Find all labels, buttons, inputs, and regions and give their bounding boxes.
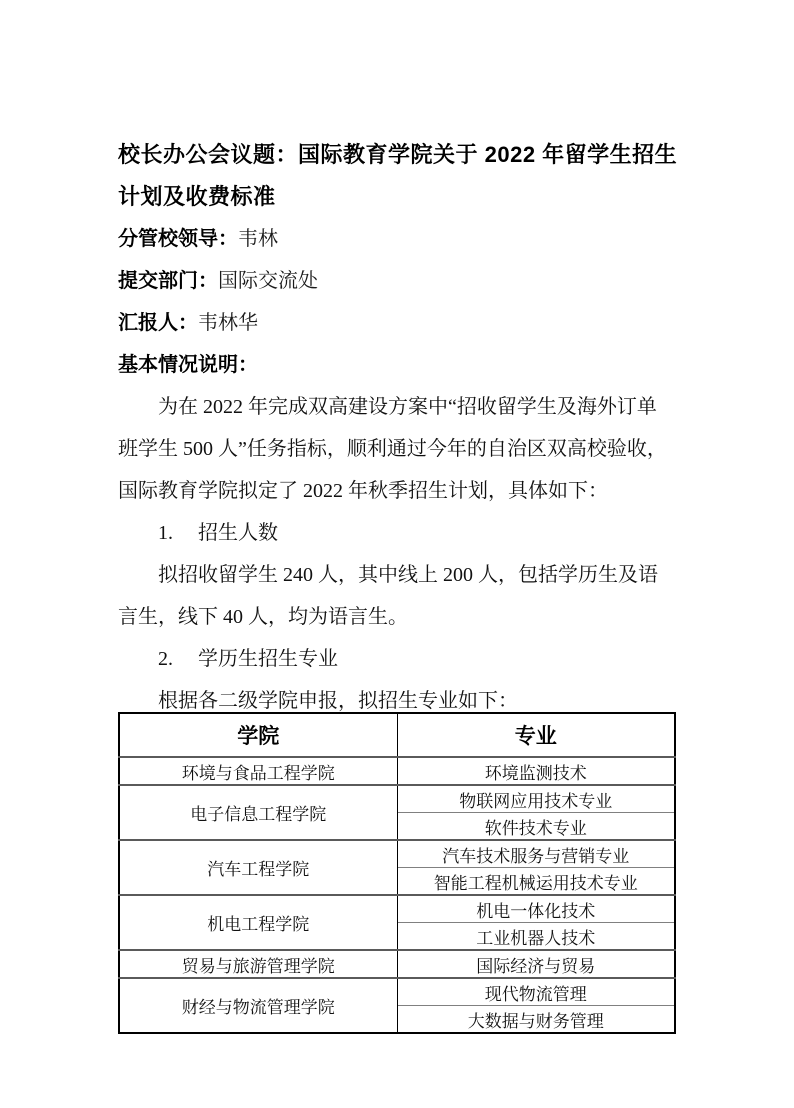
major-cell: 智能工程机械运用技术专业 — [397, 868, 675, 896]
page-title: 校长办公会议题：国际教育学院关于 2022 年留学生招生计划及收费标准 — [118, 142, 678, 209]
major-cell: 软件技术专业 — [397, 813, 675, 841]
table-row — [119, 785, 675, 813]
table-header-college: 学院 — [119, 713, 397, 757]
field-label-reporter: 汇报人： — [118, 312, 198, 334]
field-label-leader: 分管校领导： — [118, 228, 238, 250]
list-item-2 — [118, 638, 676, 680]
college-cell: 汽车工程学院 — [119, 840, 397, 895]
college-cell: 机电工程学院 — [119, 895, 397, 950]
major-cell: 环境监测技术 — [397, 757, 675, 785]
major-cell: 国际经济与贸易 — [397, 950, 675, 978]
field-value-reporter: 韦林华 — [198, 312, 258, 334]
major-cell: 汽车技术服务与营销专业 — [397, 840, 675, 868]
major-cell: 物联网应用技术专业 — [397, 785, 675, 813]
major-cell: 工业机器人技术 — [397, 923, 675, 951]
major-cell: 现代物流管理 — [397, 978, 675, 1006]
table-row — [119, 757, 675, 785]
field-value-leader: 韦林 — [238, 228, 278, 250]
intro-paragraph: 为在 2022 年完成双高建设方案中“招收留学生及海外订单班学生 500 人”任务指标，顺利通过今年的自治区双高校验收，国际教育学院拟定了 2022 年秋季招生计划，具体如下： — [118, 396, 667, 502]
list-item-1 — [118, 512, 676, 554]
section-heading: 基本情况说明： — [118, 354, 258, 376]
field-row-department — [118, 260, 676, 302]
table-row — [119, 895, 675, 923]
list-item-1-title: 招生人数 — [198, 522, 278, 544]
college-cell: 财经与物流管理学院 — [119, 978, 397, 1033]
college-cell: 贸易与旅游管理学院 — [119, 950, 397, 978]
college-cell: 环境与食品工程学院 — [119, 757, 397, 785]
majors-table — [118, 712, 676, 1034]
table-row — [119, 840, 675, 868]
list-item-2-number: 2. — [158, 648, 173, 670]
list-item-1-number: 1. — [158, 522, 173, 544]
table-row — [119, 978, 675, 1006]
major-cell: 机电一体化技术 — [397, 895, 675, 923]
field-label-department: 提交部门： — [118, 270, 218, 292]
body-paragraph-enrollment: 拟招收留学生 240 人，其中线上 200 人，包括学历生及语言生，线下 40 人，均为语言生。 — [118, 564, 658, 628]
list-item-2-title: 学历生招生专业 — [198, 648, 338, 670]
body-paragraph-majors-intro: 根据各二级学院申报，拟招生专业如下： — [158, 690, 518, 712]
field-row-leader — [118, 218, 676, 260]
table-header-major: 专业 — [397, 713, 675, 757]
major-cell: 大数据与财务管理 — [397, 1006, 675, 1034]
table-row — [119, 950, 675, 978]
field-row-reporter — [118, 302, 676, 344]
college-cell: 电子信息工程学院 — [119, 785, 397, 840]
field-value-department: 国际交流处 — [218, 270, 318, 292]
